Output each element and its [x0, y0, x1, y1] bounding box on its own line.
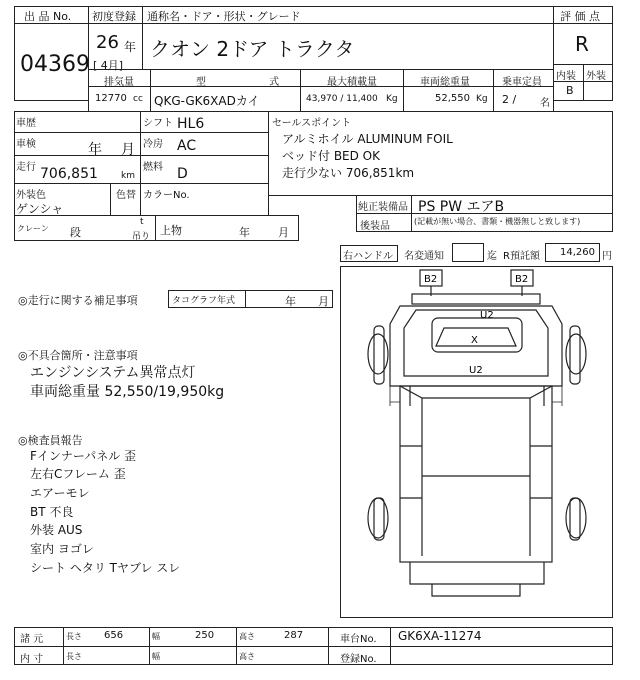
color-no-label: カラーNo.	[143, 190, 190, 201]
defects-label: ◎不具合箇所・注意事項	[18, 349, 138, 362]
chassis-outline	[400, 386, 552, 562]
inspector-note-5: 外装 AUS	[30, 523, 83, 537]
defect-1: エンジンシステム異常点灯	[30, 365, 196, 381]
aftermarket-note: (記載が無い場合、書類・機器無しと致します)	[414, 217, 581, 226]
crane-t: t	[140, 217, 144, 227]
interior-label: 内装	[556, 71, 576, 82]
sales-point-3: 走行少ない 706,851km	[282, 166, 415, 180]
rear-frame	[410, 562, 544, 584]
model-code: QKG-GK6XADカイ	[154, 94, 260, 108]
mark-u2-cab: U2	[469, 365, 483, 376]
sales-point-2: ベッド付 BED OK	[282, 149, 380, 163]
inner-width-label: 幅	[152, 652, 160, 661]
meter-change-box	[452, 243, 484, 262]
rating: R	[575, 32, 589, 56]
inspection-year-unit: 年	[88, 142, 102, 158]
inspector-label: ◎検査員報告	[18, 434, 83, 447]
mark-b2-right: B2	[515, 274, 529, 285]
capacity-unit: 名	[540, 98, 550, 109]
lot-no-label: 出 品 No.	[24, 10, 72, 23]
tacho-month-unit: 月	[318, 295, 329, 308]
gross-weight-unit: Kg	[476, 94, 488, 104]
built-year-unit: 年	[239, 226, 250, 239]
inspector-note-7: シート ヘタリ Tヤブレ スレ	[30, 561, 181, 575]
capacity-label: 乗車定員	[502, 77, 542, 88]
recycle-unit: 円	[602, 251, 612, 262]
inspector-note-1: Fインナーパネル 歪	[30, 449, 137, 463]
height-label: 高さ	[239, 632, 255, 641]
front-wheel-left	[368, 334, 388, 374]
mark-x: X	[471, 335, 478, 346]
aircon-label: 冷房	[143, 139, 163, 150]
exterior-label: 外装	[586, 71, 606, 82]
genuine-equip-label: 純正装備品	[358, 202, 408, 213]
max-load-label: 最大積載量	[327, 77, 377, 88]
width-label: 幅	[152, 632, 160, 641]
height: 287	[284, 630, 304, 641]
shift: HL6	[177, 116, 205, 132]
reg-label: 登録No.	[340, 654, 377, 665]
rating-label: 評 価 点	[560, 10, 600, 23]
crane-label: クレーン	[17, 224, 49, 233]
length-label: 長さ	[66, 632, 82, 641]
inspector-note-3: エアーモレ	[30, 486, 90, 500]
rear-wheel-left-1	[368, 498, 388, 538]
model-desc-label: 通称名・ドア・形状・グレード	[147, 10, 301, 23]
crane-hang-unit: 吊り	[132, 232, 151, 242]
sales-point-1: アルミホイル ALUMINUM FOIL	[282, 132, 453, 146]
built-label: 上物	[160, 224, 182, 237]
defect-2: 車両総重量 52,550/19,950kg	[30, 384, 225, 400]
gross-weight-label: 車両総重量	[420, 77, 470, 88]
tacho-label: タコグラフ年式	[172, 296, 236, 306]
gross-weight: 52,550	[435, 93, 470, 104]
inspector-note-6: 室内 ヨゴレ	[30, 542, 94, 556]
aftermarket-label: 後装品	[360, 221, 390, 232]
crane-stage-unit: 段	[70, 226, 81, 239]
rear-wheel-right-1	[566, 498, 586, 538]
model-desc: クオン 2ドア トラクタ	[150, 37, 355, 61]
inner-length-label: 長さ	[66, 652, 82, 661]
meter-change-label: 名変通知	[404, 251, 444, 262]
recycle-label: R預託額	[503, 251, 540, 262]
sales-points-label: セールスポイント	[272, 118, 352, 129]
displacement: 12770	[95, 93, 127, 104]
fuel: D	[177, 166, 188, 182]
first-reg-year: 26	[96, 32, 119, 53]
aircon: AC	[177, 138, 197, 154]
fuel-label: 燃料	[143, 162, 163, 173]
built-month-unit: 月	[278, 226, 289, 239]
truck-diagram	[340, 266, 613, 618]
displacement-unit: cc	[133, 94, 143, 104]
inner-height-label: 高さ	[239, 652, 255, 661]
model-label: 型 式	[196, 77, 310, 88]
exterior-grade: B	[566, 84, 574, 97]
inspection-label: 車検	[16, 139, 36, 150]
ext-color: ゲンシャ	[16, 202, 64, 216]
shift-label: シフト	[143, 118, 173, 129]
length: 656	[104, 630, 124, 641]
genuine-equip-value: PS PW エアB	[418, 199, 505, 215]
crane-row	[14, 215, 299, 241]
inspector-note-2: 左右Cフレーム 歪	[30, 467, 126, 481]
first-reg-month: [ 4月]	[93, 59, 124, 72]
mileage: 706,851	[40, 166, 98, 182]
recycle-value: 14,260	[560, 247, 595, 258]
max-load: 43,970 / 11,400	[306, 94, 378, 104]
lot-no: 04369	[20, 52, 90, 77]
width: 250	[195, 630, 215, 641]
first-reg-label: 初度登録	[92, 10, 136, 23]
ext-color-label: 外装色	[16, 190, 46, 201]
mark-b2-left: B2	[424, 274, 438, 285]
displacement-label: 排気量	[104, 77, 134, 88]
color-code-label: 色替	[116, 190, 136, 201]
steering: 右ハンドル	[343, 251, 393, 262]
history-label: 車歴	[16, 118, 36, 129]
meter-change-suffix: 迄	[487, 251, 497, 262]
chassis: GK6XA-11274	[398, 629, 482, 643]
max-load-unit: Kg	[386, 94, 398, 104]
dims-label: 諸 元	[20, 634, 44, 645]
capacity: 2 /	[502, 93, 517, 106]
driving-remarks-label: ◎走行に関する補足事項	[18, 294, 138, 307]
mileage-label: 走行	[16, 162, 36, 173]
first-reg-year-unit: 年	[124, 40, 137, 54]
tacho-year-unit: 年	[285, 295, 296, 308]
mark-u2-front: U2	[480, 310, 494, 321]
inspector-note-4: BT 不良	[30, 505, 74, 519]
front-wheel-right	[566, 334, 586, 374]
mileage-unit: km	[121, 171, 135, 181]
chassis-label: 車台No.	[340, 634, 377, 645]
inner-label: 内 寸	[20, 654, 44, 665]
inspection-month-unit: 月	[121, 142, 135, 158]
